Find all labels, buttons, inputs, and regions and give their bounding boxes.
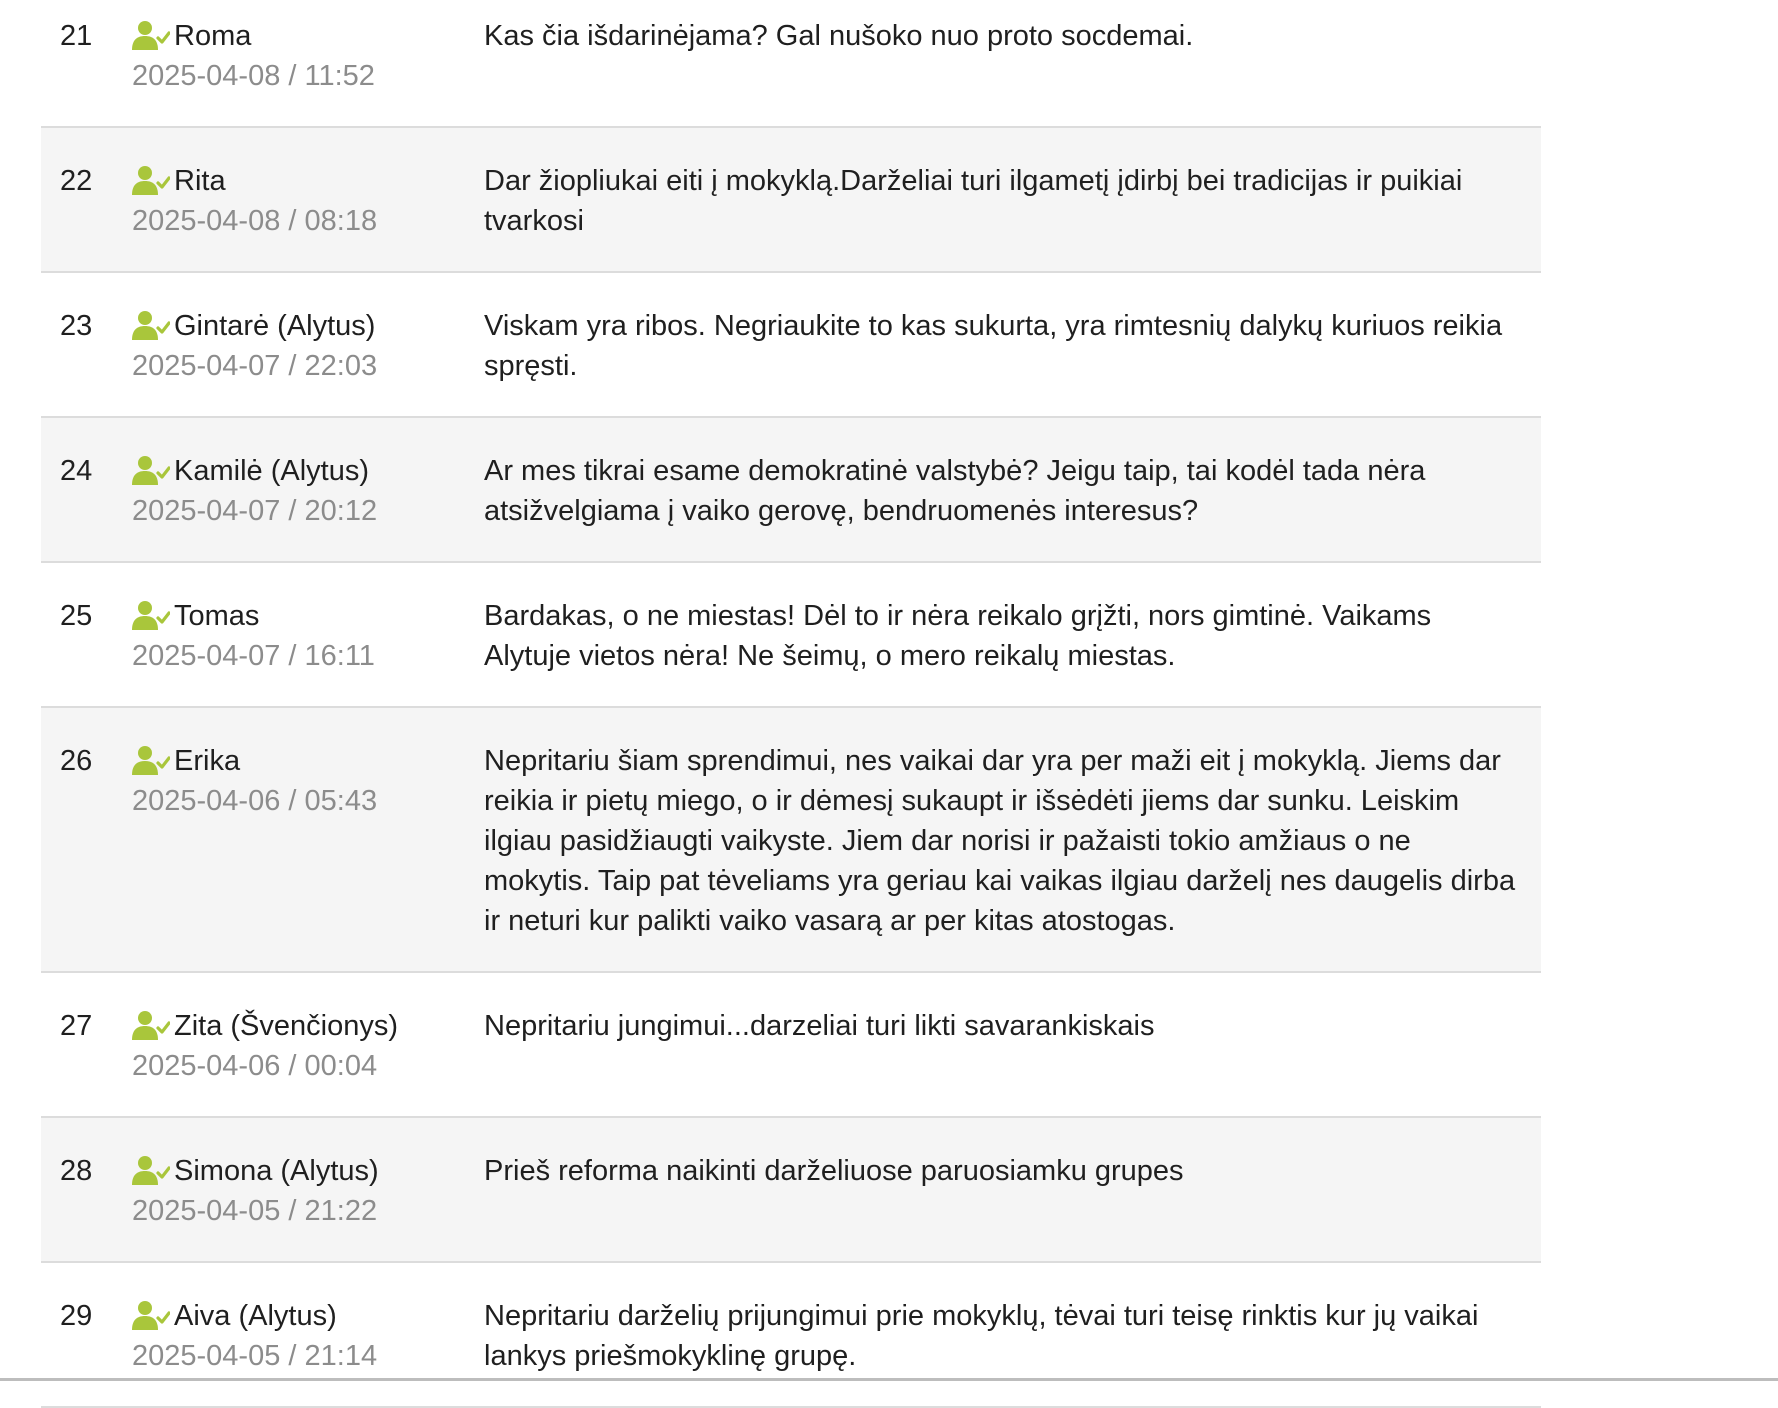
comment-row <box>41 0 1541 128</box>
author-line <box>132 1296 484 1336</box>
author-name: Kamilė (Alytus) <box>174 455 369 487</box>
user-check-icon <box>132 1300 170 1332</box>
comment-row <box>41 418 1541 563</box>
comment-text: Kas čia išdarinėjama? Gal nušoko nuo proto socdemai. <box>484 20 1194 52</box>
comment-date: 2025-04-05 / 21:22 <box>132 1195 378 1227</box>
comment-date: 2025-04-07 / 22:03 <box>132 350 378 382</box>
comment-author <box>132 451 484 531</box>
author-name: Roma <box>174 20 252 52</box>
comment-text: Bardakas, o ne miestas! Dėl to ir nėra reikalo grįžti, nors gimtinė. Vaikams Alytuje vietos nėra! Ne šeimų, o mero reikalų miestas. <box>484 600 1432 672</box>
comment-date: 2025-04-08 / 08:18 <box>132 205 378 237</box>
comment-number: 26 <box>60 745 93 777</box>
author-name: Tomas <box>174 600 260 632</box>
comment-row <box>41 128 1541 273</box>
user-check-icon <box>132 455 170 487</box>
comment-text: Nepritariu jungimui...darzeliai turi likti savarankiskais <box>484 1010 1155 1042</box>
comment-date: 2025-04-06 / 00:04 <box>132 1050 378 1082</box>
comment-number: 27 <box>60 1010 93 1042</box>
comment-author <box>132 16 484 96</box>
author-name: Rita <box>174 165 226 197</box>
user-check-icon <box>132 20 170 52</box>
author-line <box>132 1151 484 1191</box>
comment-number: 23 <box>60 310 93 342</box>
comment-author <box>132 161 484 241</box>
author-name: Simona (Alytus) <box>174 1155 379 1187</box>
comment-date: 2025-04-07 / 20:12 <box>132 495 378 527</box>
comment-row <box>41 1118 1541 1263</box>
comment-author <box>132 741 484 941</box>
author-line <box>132 306 484 346</box>
comment-number: 29 <box>60 1300 93 1332</box>
user-check-icon <box>132 310 170 342</box>
comment-text: Nepritariu darželių prijungimui prie mokyklų, tėvai turi teisę rinktis kur jų vaikai lankys priešmokyklinę grupę. <box>484 1300 1479 1372</box>
comment-list <box>41 0 1541 1408</box>
comment-number: 22 <box>60 165 93 197</box>
comment-author <box>132 1006 484 1086</box>
comment-author <box>132 1296 484 1376</box>
comment-number: 25 <box>60 600 93 632</box>
author-line <box>132 1006 484 1046</box>
comment-number: 28 <box>60 1155 93 1187</box>
comment-row <box>41 708 1541 973</box>
user-check-icon <box>132 165 170 197</box>
user-check-icon <box>132 600 170 632</box>
author-name: Gintarė (Alytus) <box>174 310 376 342</box>
comment-date: 2025-04-06 / 05:43 <box>132 785 378 817</box>
user-check-icon <box>132 1010 170 1042</box>
comment-date: 2025-04-05 / 21:14 <box>132 1340 378 1372</box>
comment-number: 24 <box>60 455 93 487</box>
comment-text: Ar mes tikrai esame demokratinė valstybė? Jeigu taip, tai kodėl tada nėra atsižvelgiama į vaiko gerovę, bendruomenės interesus? <box>484 455 1426 527</box>
comment-row <box>41 273 1541 418</box>
user-check-icon <box>132 1155 170 1187</box>
author-line <box>132 16 484 56</box>
comment-number: 21 <box>60 20 93 52</box>
author-name: Erika <box>174 745 241 777</box>
comment-author <box>132 596 484 676</box>
author-line <box>132 596 484 636</box>
user-check-icon <box>132 745 170 777</box>
comment-author <box>132 1151 484 1231</box>
comment-text: Prieš reforma naikinti darželiuose paruosiamku grupes <box>484 1155 1184 1187</box>
comment-text: Viskam yra ribos. Negriaukite to kas sukurta, yra rimtesnių dalykų kuriuos reikia spręsti. <box>484 310 1503 382</box>
comment-text: Nepritariu šiam sprendimui, nes vaikai dar yra per maži eit į mokyklą. Jiems dar reikia ir pietų miego, o ir dėmesį sukaupt ir išsėdėti jiems dar sunku. Leiskim ilgiau pasidžiaugti vaikyste. Jiem dar norisi ir pažaisti tokio amžiaus o ne mokytis. Taip pat tėveliams yra geriau kai vaikas ilgiau darželį nes daugelis dirba ir neturi kur palikti vaiko vasarą ar per kitas atostogas. <box>484 745 1516 937</box>
author-name: Aiva (Alytus) <box>174 1300 337 1332</box>
comment-date: 2025-04-07 / 16:11 <box>132 640 375 672</box>
author-line <box>132 161 484 201</box>
author-line <box>132 741 484 781</box>
comment-row <box>41 973 1541 1118</box>
author-name: Zita (Švenčionys) <box>174 1010 399 1042</box>
comment-row <box>41 563 1541 708</box>
comment-text: Dar žiopliukai eiti į mokyklą.Darželiai turi ilgametį įdirbį bei tradicijas ir puikiai tvarkosi <box>484 165 1463 237</box>
comment-author <box>132 306 484 386</box>
comment-date: 2025-04-08 / 11:52 <box>132 60 375 92</box>
author-line <box>132 451 484 491</box>
comment-row <box>41 1263 1541 1408</box>
